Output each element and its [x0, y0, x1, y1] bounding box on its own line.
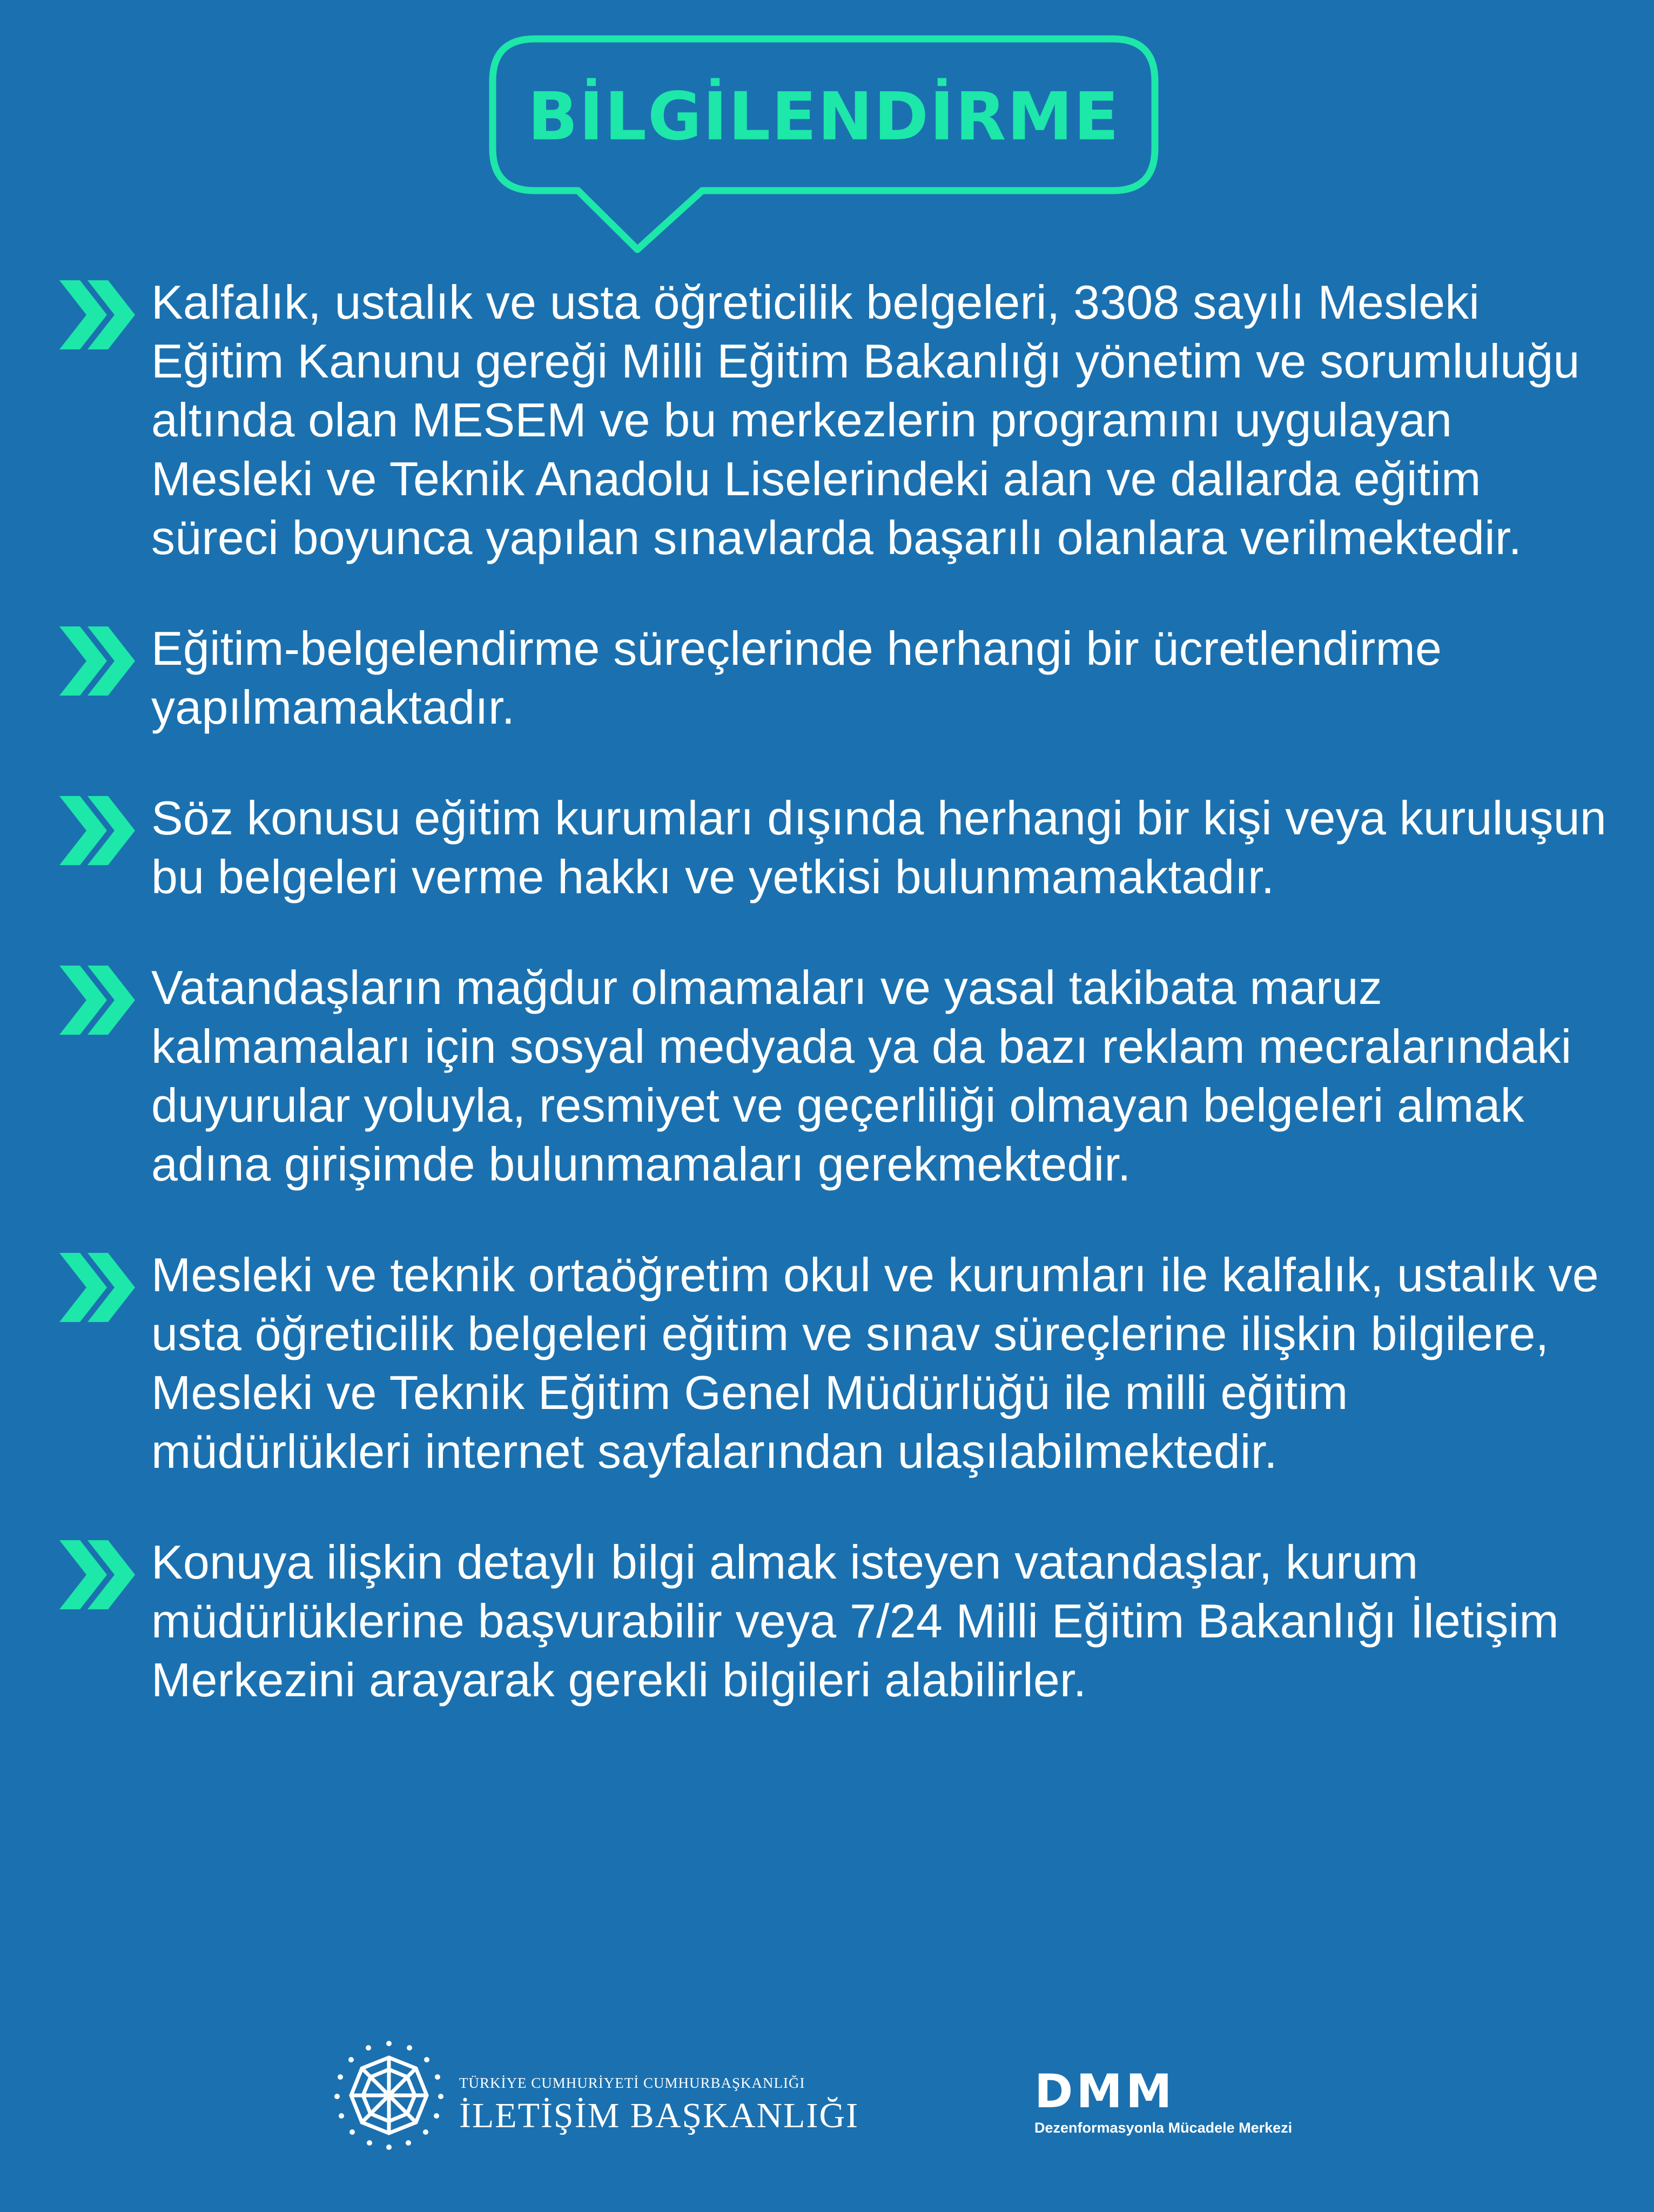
- page-title: BİLGİLENDİRME: [527, 78, 1120, 155]
- iletisim-baskanligi-logo: [330, 2036, 859, 2155]
- footer: [0, 2031, 1654, 2155]
- iletisim-name: İLETİŞİM BAŞKANLIĞI: [459, 2096, 859, 2135]
- double-chevron-icon: [59, 966, 135, 1035]
- emblem-icon: [330, 2036, 448, 2155]
- double-chevron-icon: [59, 796, 135, 865]
- double-chevron-icon: [59, 1540, 135, 1609]
- dmm-logo-text: DMM: [1034, 2065, 1175, 2119]
- list-item-text: Söz konusu eğitim kurumları dışında herhangi bir kişi veya kuruluşun bu belgeleri verme hakkı ve yetkisi bulunmamaktadır.: [151, 791, 1607, 903]
- list-item: [59, 619, 1615, 737]
- list-item: [59, 1533, 1615, 1709]
- speech-bubble-outline: [486, 32, 1161, 286]
- iletisim-top-line: TÜRKİYE CUMHURİYETİ CUMHURBAŞKANLIĞI: [459, 2075, 805, 2091]
- info-list: [59, 273, 1615, 1761]
- title-speech-bubble: [486, 32, 1161, 286]
- list-item-text: Vatandaşların mağdur olmamaları ve yasal takibata maruz kalmamaları için sosyal medyada ya da bazı reklam mecralarındaki duyurular yoluyla, resmiyet ve geçerliliği olmayan belgeleri almak adına girişimde bulunmamaları gerekmektedir.: [151, 961, 1572, 1191]
- double-chevron-icon: [59, 626, 135, 696]
- list-item: [59, 788, 1615, 906]
- double-chevron-icon: [59, 280, 135, 349]
- list-item-text: Mesleki ve teknik ortaöğretim okul ve kurumları ile kalfalık, ustalık ve usta öğreticilik belgeleri eğitim ve sınav süreçlerine ilişkin bilgilere, Mesleki ve Teknik Eğitim Genel Müdürlüğü ile milli eğitim müdürlükleri internet sayfalarından ulaşılabilmektedir.: [151, 1248, 1599, 1478]
- list-item-text: Konuya ilişkin detaylı bilgi almak isteyen vatandaşlar, kurum müdürlüklerine başvurabilir veya 7/24 Milli Eğitim Bakanlığı İletişim Merkezini arayarak gerekli bilgileri alabilirler.: [151, 1535, 1559, 1707]
- list-item-text: Eğitim-belgelendirme süreçlerinde herhangi bir ücretlendirme yapılmamaktadır.: [151, 622, 1442, 734]
- list-item-text: Kalfalık, ustalık ve usta öğreticilik belgeleri, 3308 sayılı Mesleki Eğitim Kanunu gereği Milli Eğitim Bakanlığı yönetim ve sorumluluğu altında olan MESEM ve bu merkezlerin programını uygulayan Mesleki ve Teknik Anadolu Liselerindeki alan ve dallarda eğitim süreci boyunca yapılan sınavlarda başarılı olanlara verilmektedir.: [151, 275, 1580, 564]
- dmm-logo: [1034, 2065, 1337, 2144]
- double-chevron-icon: [59, 1253, 135, 1322]
- list-item: [59, 273, 1615, 567]
- list-item: [59, 958, 1615, 1193]
- dmm-subtitle: Dezenformasyonla Mücadele Merkezi: [1034, 2120, 1293, 2136]
- list-item: [59, 1245, 1615, 1481]
